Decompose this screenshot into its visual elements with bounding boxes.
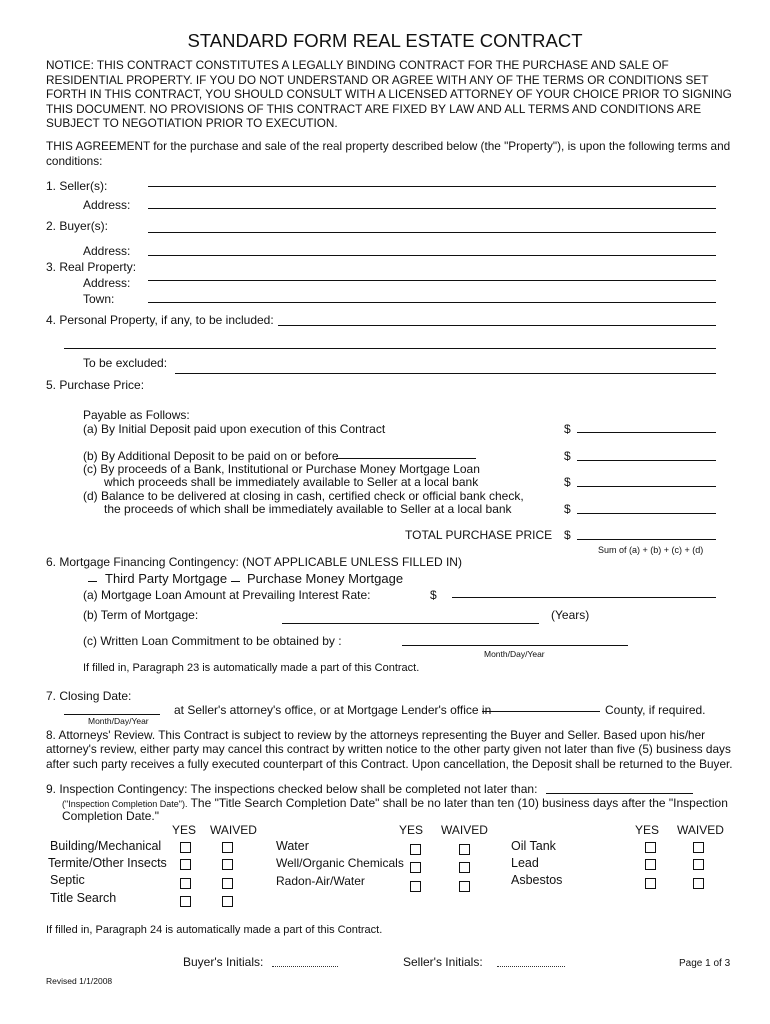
payment-b-date-field[interactable] <box>336 458 476 459</box>
well-waived-checkbox[interactable] <box>459 862 470 873</box>
col2-yes-header: YES <box>399 823 424 837</box>
building-waived-checkbox[interactable] <box>222 842 233 853</box>
total-price-label: TOTAL PURCHASE PRICE <box>405 528 553 542</box>
mortgage-heading: 6. Mortgage Financing Contingency: (NOT APPLICABLE UNLESS FILLED IN) <box>46 555 462 569</box>
purchase-price-label: 5. Purchase Price: <box>46 378 145 392</box>
buyer-address-label: Address: <box>83 244 131 258</box>
closing-mdy-note: Month/Day/Year <box>88 716 149 726</box>
payment-d-label-1: (d) Balance to be delivered at closing in cash, certified check or official bank check, <box>83 489 524 503</box>
agreement-paragraph: THIS AGREEMENT for the purchase and sale of the real property described below (the "Property"), is upon the following terms and conditions: <box>46 139 731 168</box>
radon-yes-checkbox[interactable] <box>410 881 421 892</box>
payment-b-field[interactable] <box>577 460 716 461</box>
buyers-label: 2. Buyer(s): <box>46 219 109 233</box>
property-address-field[interactable] <box>148 280 716 281</box>
inspection-oil-tank: Oil Tank <box>511 839 556 853</box>
oil-tank-yes-checkbox[interactable] <box>645 842 656 853</box>
inspection-well-organic: Well/Organic Chemicals <box>276 856 404 870</box>
paragraph-24-note: If filled in, Paragraph 24 is automatically made a part of this Contract. <box>46 924 383 936</box>
buyer-initials-field[interactable] <box>272 966 338 967</box>
title-search-waived-checkbox[interactable] <box>222 896 233 907</box>
mortgage-a-label: (a) Mortgage Loan Amount at Prevailing Interest Rate: <box>83 588 371 602</box>
asbestos-yes-checkbox[interactable] <box>645 878 656 889</box>
inspection-completion-date-label: ("Inspection Completion Date"). <box>62 799 188 809</box>
personal-property-field[interactable] <box>278 325 716 326</box>
payment-d-field[interactable] <box>577 513 716 514</box>
radon-waived-checkbox[interactable] <box>459 881 470 892</box>
county-field[interactable] <box>482 711 600 712</box>
sum-note: Sum of (a) + (b) + (c) + (d) <box>598 545 704 555</box>
closing-date-field[interactable] <box>64 714 160 715</box>
inspection-heading: 9. Inspection Contingency: The inspections checked below shall be completed not later than: <box>46 782 538 796</box>
years-label: (Years) <box>551 608 590 622</box>
payable-heading: Payable as Follows: <box>83 408 190 422</box>
col1-yes-header: YES <box>172 823 197 837</box>
real-property-label: 3. Real Property: <box>46 260 137 274</box>
inspection-date-field[interactable] <box>546 793 693 794</box>
property-address-label: Address: <box>83 276 131 290</box>
seller-address-label: Address: <box>83 198 131 212</box>
col1-waived-header: WAIVED <box>210 823 257 837</box>
mortgage-a-dollar: $ <box>430 588 437 602</box>
town-field[interactable] <box>148 302 716 303</box>
closing-location-text: at Seller's attorney's office, or at Mortgage Lender's office in <box>174 703 492 717</box>
buyer-initials-label: Buyer's Initials: <box>183 955 264 969</box>
lead-yes-checkbox[interactable] <box>645 859 656 870</box>
seller-initials-label: Seller's Initials: <box>403 955 483 969</box>
col2-waived-header: WAIVED <box>441 823 488 837</box>
water-waived-checkbox[interactable] <box>459 844 470 855</box>
page-title: STANDARD FORM REAL ESTATE CONTRACT <box>187 30 583 51</box>
payment-a-label: (a) By Initial Deposit paid upon execution of this Contract <box>83 422 386 436</box>
buyers-field[interactable] <box>148 232 716 233</box>
termite-yes-checkbox[interactable] <box>180 859 191 870</box>
sellers-field[interactable] <box>148 186 716 187</box>
payment-a-field[interactable] <box>577 432 716 433</box>
third-party-mortgage-label: Third Party Mortgage <box>105 571 228 586</box>
revised-date: Revised 1/1/2008 <box>46 976 113 986</box>
sellers-label: 1. Seller(s): <box>46 179 108 193</box>
inspection-septic: Septic <box>50 873 85 887</box>
closing-date-label: 7. Closing Date: <box>46 689 132 703</box>
purchase-money-mortgage-label: Purchase Money Mortgage <box>247 571 404 586</box>
col3-yes-header: YES <box>635 823 660 837</box>
col3-waived-header: WAIVED <box>677 823 724 837</box>
payment-b-dollar: $ <box>564 449 571 463</box>
total-dollar: $ <box>564 528 571 542</box>
septic-waived-checkbox[interactable] <box>222 878 233 889</box>
payment-c-label-2: which proceeds shall be immediately available to Seller at a local bank <box>104 475 479 489</box>
loan-commitment-date-field[interactable] <box>402 645 628 646</box>
inspection-lead: Lead <box>511 856 539 870</box>
asbestos-waived-checkbox[interactable] <box>693 878 704 889</box>
payment-c-dollar: $ <box>564 475 571 489</box>
total-price-field[interactable] <box>577 539 716 540</box>
personal-property-field-2[interactable] <box>64 348 716 349</box>
payment-d-dollar: $ <box>564 502 571 516</box>
paragraph-23-note: If filled in, Paragraph 23 is automatically made a part of this Contract. <box>83 662 420 674</box>
inspection-asbestos: Asbestos <box>511 873 563 887</box>
attorneys-review-paragraph: 8. Attorneys' Review. This Contract is subject to review by the attorneys representing the Buyer and Seller. Based upon his/her attorney's review, either party may cancel this contract by written notice to the other party given not later than five (5) business days after such party receives a fully executed counterpart of this Contract. Upon cancellation, the Deposit shall be returned to the Buyer. <box>46 728 733 771</box>
payment-a-dollar: $ <box>564 422 571 436</box>
mortgage-term-field[interactable] <box>282 623 539 624</box>
payment-b-label: (b) By Additional Deposit to be paid on or before <box>83 449 339 463</box>
mortgage-b-label: (b) Term of Mortgage: <box>83 608 199 622</box>
seller-address-field[interactable] <box>148 208 716 209</box>
inspection-line-2-text: The "Title Search Completion Date" shall be no later than ten (10) business days after the "Inspection <box>187 796 728 810</box>
termite-waived-checkbox[interactable] <box>222 859 233 870</box>
well-yes-checkbox[interactable] <box>410 862 421 873</box>
third-party-mortgage-blank[interactable] <box>88 581 97 582</box>
oil-tank-waived-checkbox[interactable] <box>693 842 704 853</box>
page-number: Page 1 of 3 <box>679 958 731 969</box>
mortgage-c-label: (c) Written Loan Commitment to be obtained by : <box>83 634 342 648</box>
seller-initials-field[interactable] <box>497 966 565 967</box>
payment-c-label-1: (c) By proceeds of a Bank, Institutional or Purchase Money Mortgage Loan <box>83 462 480 476</box>
inspection-building-mechanical: Building/Mechanical <box>50 839 162 853</box>
inspection-line-2 <box>62 796 728 810</box>
mortgage-mdy-note: Month/Day/Year <box>484 649 545 659</box>
lead-waived-checkbox[interactable] <box>693 859 704 870</box>
inspection-radon: Radon-Air/Water <box>276 874 365 888</box>
inspection-title-search: Title Search <box>50 891 117 905</box>
buyer-address-field[interactable] <box>148 255 716 256</box>
excluded-field[interactable] <box>175 373 716 374</box>
excluded-label: To be excluded: <box>83 356 168 370</box>
town-label: Town: <box>83 292 115 306</box>
inspection-line-3: Completion Date." <box>62 809 159 823</box>
inspection-water: Water <box>276 839 309 853</box>
building-yes-checkbox[interactable] <box>180 842 191 853</box>
county-text: County, if required. <box>605 703 706 717</box>
payment-c-field[interactable] <box>577 486 716 487</box>
septic-yes-checkbox[interactable] <box>180 878 191 889</box>
personal-property-label: 4. Personal Property, if any, to be included: <box>46 313 274 327</box>
payment-d-label-2: the proceeds of which shall be immediately available to Seller at a local bank <box>104 502 512 516</box>
notice-paragraph: NOTICE: THIS CONTRACT CONSTITUTES A LEGALLY BINDING CONTRACT FOR THE PURCHASE AND SALE OF RESIDENTIAL PROPERTY. IF YOU DO NOT UNDERSTAND OR AGREE WITH ANY OF THE TERMS OR CONDITIONS SET FORTH IN THIS CONTRACT, YOU SHOULD CONSULT WITH A LICENSED ATTORNEY OF YOUR CHOICE PRIOR TO SIGNING THIS DOCUMENT. NO PROVISIONS OF THIS CONTRACT ARE FIXED BY LAW AND ALL TERMS AND CONDITIONS ARE SUBJECT TO NEGOTIATION PRIOR TO EXECUTION. <box>46 58 732 131</box>
inspection-termite: Termite/Other Insects <box>48 856 167 870</box>
title-search-yes-checkbox[interactable] <box>180 896 191 907</box>
purchase-money-mortgage-blank[interactable] <box>231 581 240 582</box>
mortgage-amount-field[interactable] <box>452 597 716 598</box>
water-yes-checkbox[interactable] <box>410 844 421 855</box>
